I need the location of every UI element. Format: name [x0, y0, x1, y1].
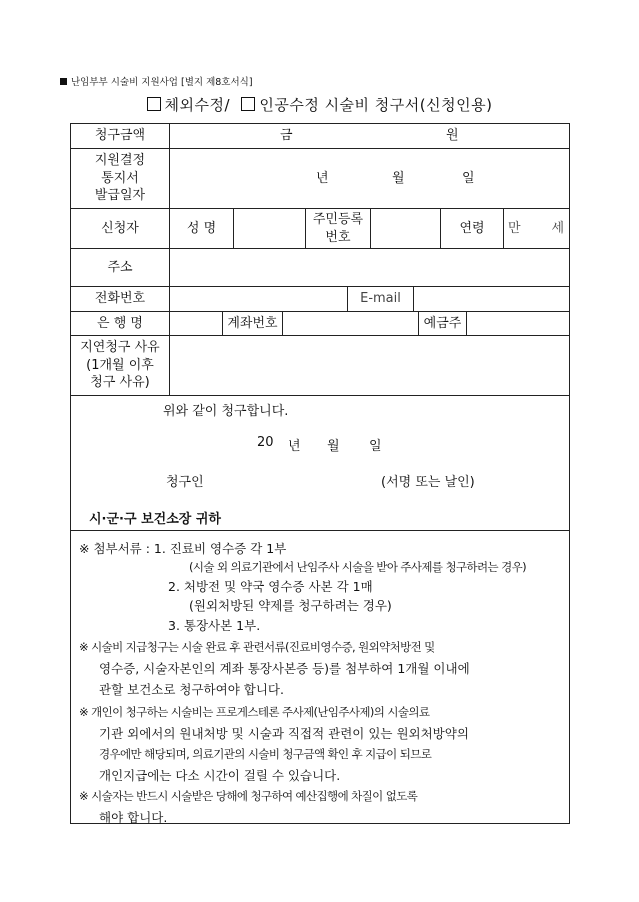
option-iui-label: 인공수정 시술비 청구서(신청인용) — [259, 96, 493, 114]
rrn-label — [306, 209, 371, 249]
amount-label: 청구금액 — [71, 124, 170, 149]
name-field[interactable] — [234, 209, 306, 249]
bank-label: 은 행 명 — [71, 312, 170, 336]
rrn-label-line2: 번호 — [325, 229, 351, 245]
amount-won: 원 — [446, 128, 459, 144]
age-field[interactable] — [504, 209, 570, 249]
claimant-label: 청구인 — [166, 475, 204, 490]
note3-line3: 경우에만 해당되며, 의료기관의 시술비 청구금액 확인 후 지급이 되므로 — [99, 747, 432, 761]
phone-label: 전화번호 — [71, 287, 170, 312]
age-se: 세 — [551, 220, 564, 236]
age-man: 만 — [508, 220, 521, 236]
notes-divider — [71, 530, 569, 531]
delay-reason-label — [71, 336, 170, 396]
attach-2-sub: (원외처방된 약제를 청구하려는 경우) — [189, 598, 392, 613]
rrn-field[interactable] — [371, 209, 441, 249]
notice-day: 일 — [462, 170, 475, 186]
recipient-text: 시·군·구 보건소장 귀하 — [89, 512, 221, 527]
notice-label-line1: 지원결정 — [94, 153, 146, 169]
claim-form — [70, 123, 570, 824]
holder-field[interactable] — [467, 312, 570, 336]
claim-date-day: 일 — [369, 439, 382, 454]
applicant-label: 신청자 — [71, 209, 170, 249]
notice-label-line2: 통지서 — [101, 170, 139, 186]
claim-date-month: 월 — [327, 439, 340, 454]
claim-date-year: 년 — [288, 439, 301, 454]
note4-line2: 해야 합니다. — [99, 810, 168, 825]
note3-line4: 개인지급에는 다소 시간이 걸릴 수 있습니다. — [99, 768, 341, 783]
note2-line3: 관할 보건소로 청구하여야 합니다. — [99, 682, 284, 697]
signature-hint: (서명 또는 날인) — [381, 475, 475, 490]
note2-line1: ※ 시술비 지급청구는 시술 완료 후 관련서류(진료비영수증, 원외약처방전 및 — [79, 640, 435, 654]
checkbox-ivf[interactable] — [147, 97, 161, 111]
notice-date-field[interactable] — [170, 149, 570, 209]
address-label: 주소 — [71, 249, 170, 287]
name-label: 성 명 — [170, 209, 234, 249]
note2-line2: 영수증, 시술자본인의 계좌 통장사본증 등)를 첨부하여 1개월 이내에 — [99, 661, 470, 676]
form-header — [60, 74, 253, 88]
attach-1-sub: (시술 외 의료기관에서 난임주사 시술을 받아 주사제를 청구하려는 경우) — [189, 560, 526, 574]
account-label: 계좌번호 — [223, 312, 283, 336]
attach-2: 2. 처방전 및 약국 영수증 사본 각 1매 — [168, 579, 373, 594]
claim-date-yy: 20 — [257, 435, 274, 450]
email-field[interactable] — [414, 287, 570, 312]
amount-geum: 금 — [280, 128, 293, 144]
form-header-text: 난임부부 시술비 지원사업 [별지 제8호서식] — [71, 77, 253, 88]
delay-label-line3: 청구 사유) — [90, 375, 150, 391]
note3-line1: ※ 개인이 청구하는 시술비는 프로게스테론 주사제(난임주사제)의 시술의료 — [79, 705, 430, 719]
notice-label-line3: 발급일자 — [94, 188, 146, 204]
phone-field[interactable] — [170, 287, 348, 312]
email-label: E-mail — [348, 287, 414, 312]
bullet-square-icon — [60, 78, 67, 85]
delay-label-line2: (1개월 이후 — [86, 357, 154, 373]
holder-label: 예금주 — [419, 312, 467, 336]
age-label: 연령 — [441, 209, 504, 249]
amount-field[interactable] — [170, 124, 570, 149]
account-field[interactable] — [283, 312, 419, 336]
delay-label-line1: 지연청구 사유 — [80, 340, 160, 356]
notice-month: 월 — [392, 170, 405, 186]
form-title — [0, 94, 639, 115]
option-ivf-label: 체외수정/ — [164, 96, 231, 114]
attach-head: ※ 첨부서류 : 1. 진료비 영수증 각 1부 — [79, 541, 287, 556]
bank-field[interactable] — [170, 312, 223, 336]
statement-text: 위와 같이 청구합니다. — [163, 404, 289, 419]
attach-3: 3. 통장사본 1부. — [168, 618, 261, 633]
notice-date-label — [71, 149, 170, 209]
note3-line2: 기관 외에서의 원내처방 및 시술과 직접적 관련이 있는 원외처방약의 — [99, 726, 469, 741]
delay-reason-field[interactable] — [170, 336, 570, 396]
note4-line1: ※ 시술자는 반드시 시술받은 당해에 청구하여 예산집행에 차질이 없도록 — [79, 789, 418, 803]
notice-year: 년 — [316, 170, 329, 186]
checkbox-iui[interactable] — [241, 97, 255, 111]
rrn-label-line1: 주민등록 — [312, 211, 364, 227]
address-field[interactable] — [170, 249, 570, 287]
